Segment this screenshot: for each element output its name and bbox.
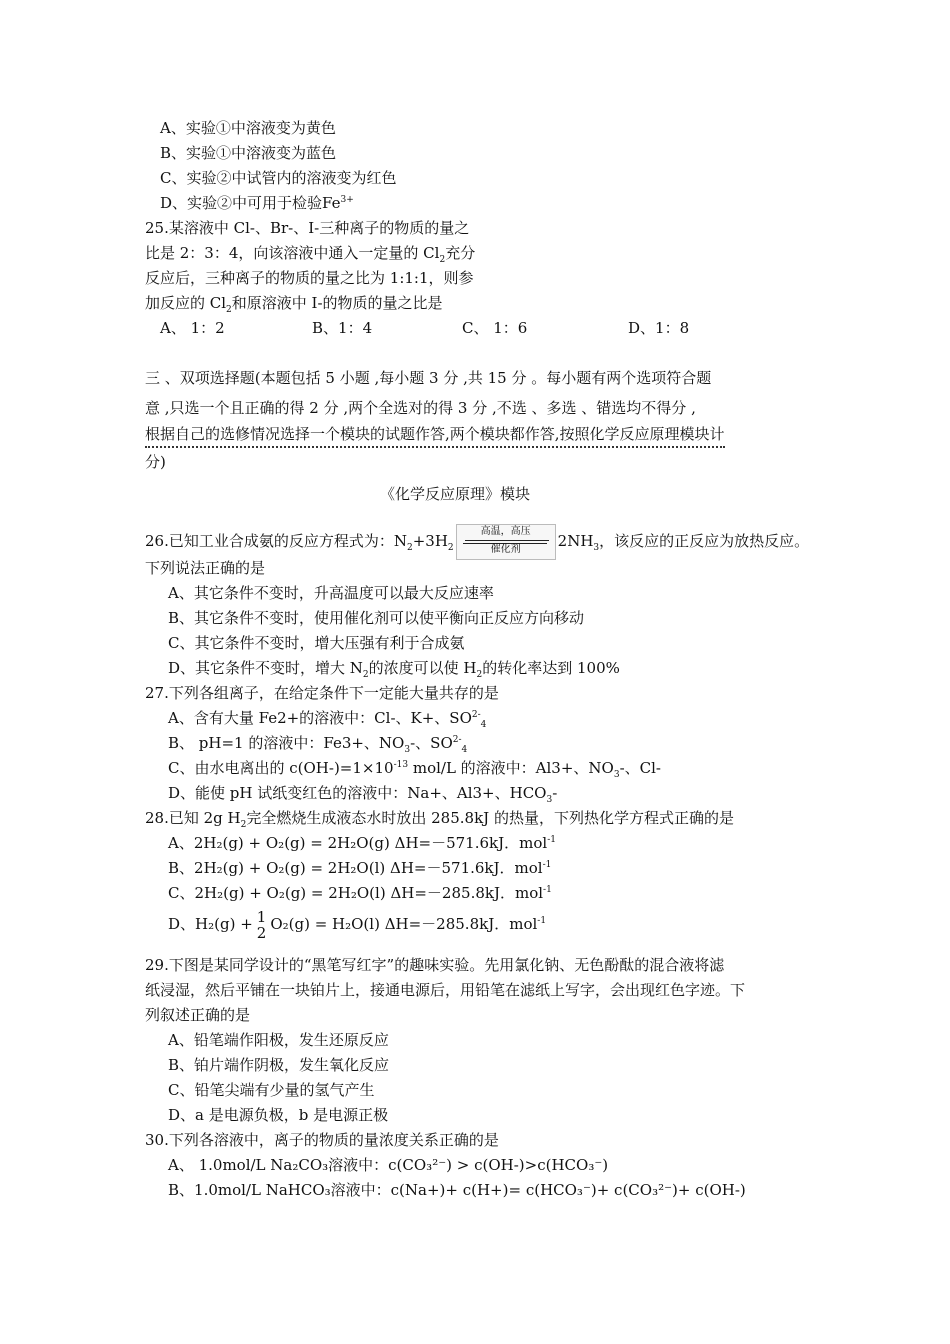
q25-option-a: A、 1：2 bbox=[160, 319, 225, 337]
q27-title: 27.下列各组离子，在给定条件下一定能大量共存的是 bbox=[145, 684, 499, 702]
q26-option-b: B、其它条件不变时，使用催化剂可以使平衡向正反应方向移动 bbox=[168, 609, 585, 627]
q25-line-1: 25.某溶液中 Cl-、Br-、I-三种离子的物质的量之 bbox=[145, 219, 470, 237]
q29-line-3: 列叙述正确的是 bbox=[145, 1006, 251, 1024]
section3-line-2: 意 ,只选一个且正确的得 2 分 ,两个全选对的得 3 分 ,不选 、多选 、错选均不得分 , bbox=[145, 399, 696, 417]
q29-line-1: 29.下图是某同学设计的“黑笔写红字”的趣味实验。先用氯化钠、无色酚酞的混合液将滤 bbox=[145, 956, 725, 974]
q26-line-1: 26.已知工业合成氨的反应方程式为：$N_2+3H_2$ 高温，高压 催化剂 $2NH_3$，该反应的正反应为放热反应。 bbox=[145, 522, 809, 560]
q25-option-b: B、1：4 bbox=[312, 319, 373, 337]
q25-line-3: 反应后，三种离子的物质的量之比为 1:1:1，则参 bbox=[145, 269, 474, 287]
q29-option-a: A、铅笔端作阳极，发生还原反应 bbox=[168, 1031, 389, 1049]
q24-option-a: A、实验①中溶液变为黄色 bbox=[160, 119, 336, 137]
module-title: 《化学反应原理》模块 bbox=[380, 485, 531, 503]
fraction-denominator: 2 bbox=[256, 924, 267, 942]
q24-option-b: B、实验①中溶液变为蓝色 bbox=[160, 144, 337, 162]
q24-option-d bbox=[160, 193, 354, 213]
q28-option-b: B、2H₂(g) + O₂(g) = 2H₂O(l) ΔH=－571.6kJ．mol$^{-1}$ bbox=[168, 859, 552, 877]
q28-option-d: D、H₂(g) + 1 2 O₂(g) = H₂O(l) ΔH=－285.8kJ．mol$^{-1}$ bbox=[168, 908, 547, 942]
condition-top: 高温，高压 bbox=[480, 526, 531, 537]
forward-arrow bbox=[465, 540, 549, 541]
q27-option-a: A、含有大量 Fe2+的溶液中：Cl-、K+、$SO^{2-}_4$ bbox=[168, 709, 487, 730]
q25-line-4: 加反应的 $Cl_2$和原溶液中 I-的物质的量之比是 bbox=[145, 294, 443, 315]
section3-line-4: 分) bbox=[145, 453, 166, 471]
section3-line-3: 根据自己的选修情况选择一个模块的试题作答,两个模块都作答,按照化学反应原理模块计 bbox=[145, 424, 725, 448]
q27-option-d: D、能使 pH 试纸变红色的溶液中：Na+、Al3+、$HCO_3-$ bbox=[168, 784, 558, 805]
q25-option-d: D、1：8 bbox=[628, 319, 690, 337]
q24-option-d-text: D、实验②中可用于检验Fe bbox=[160, 194, 341, 212]
q28-title: 28.已知 2g $H_2$完全燃烧生成液态水时放出 285.8kJ 的热量，下列热化学方程式正确的是 bbox=[145, 809, 734, 830]
fraction-numerator: 1 bbox=[256, 908, 267, 926]
reaction-condition-arrow bbox=[456, 524, 556, 560]
q30-option-b: B、1.0mol/L NaHCO₃溶液中：c(Na+)+ c(H+)= c(HCO₃⁻)+ c(CO₃²⁻)+ c(OH-) bbox=[168, 1181, 746, 1199]
q26-option-d: D、其它条件不变时，增大 $N_2$的浓度可以使 $H_2$的转化率达到 100% bbox=[168, 659, 620, 680]
q26-line-2: 下列说法正确的是 bbox=[145, 559, 266, 577]
q29-option-b: B、铂片端作阴极，发生氧化反应 bbox=[168, 1056, 390, 1074]
q26-option-a: A、其它条件不变时，升高温度可以最大反应速率 bbox=[168, 584, 494, 602]
q25-line-2: 比是 2：3：4，向该溶液中通入一定量的 $Cl_2$充分 bbox=[145, 244, 476, 265]
q26-option-c: C、其它条件不变时，增大压强有利于合成氨 bbox=[168, 634, 465, 652]
q29-option-c: C、铅笔尖端有少量的氢气产生 bbox=[168, 1081, 375, 1099]
q30-option-a: A、 1.0mol/L Na₂CO₃溶液中：c(CO₃²⁻) > c(OH-)>c(HCO₃⁻) bbox=[168, 1156, 609, 1174]
section3-line-1: 三 、双项选择题(本题包括 5 小题 ,每小题 3 分 ,共 15 分 。每小题有两个选项符合题 bbox=[145, 369, 712, 387]
q29-line-2: 纸浸湿，然后平铺在一块铂片上，接通电源后，用铅笔在滤纸上写字，会出现红色字迹。下 bbox=[145, 981, 746, 999]
q28-option-c: C、2H₂(g) + O₂(g) = 2H₂O(l) ΔH=－285.8kJ．mol$^{-1}$ bbox=[168, 884, 552, 902]
q30-title: 30.下列各溶液中，离子的物质的量浓度关系正确的是 bbox=[145, 1131, 499, 1149]
q27-option-b: B、 pH=1 的溶液中：Fe3+、$NO_3-$、$SO^{2-}_4$ bbox=[168, 734, 468, 755]
q28-option-a: A、2H₂(g) + O₂(g) = 2H₂O(g) ΔH=－571.6kJ．mol$^{-1}$ bbox=[168, 834, 556, 852]
q24-option-d-sup: 3+ bbox=[340, 195, 354, 205]
fraction-one-half bbox=[257, 909, 267, 941]
q24-option-c: C、实验②中试管内的溶液变为红色 bbox=[160, 169, 397, 187]
q27-option-c: C、由水电离出的 $c(OH-)=1\times 10^{-13}$ mol/L 的溶液中：Al3+、$NO_3-$、Cl- bbox=[168, 759, 662, 780]
q29-option-d: D、a 是电源负极，b 是电源正极 bbox=[168, 1106, 389, 1124]
q25-option-c: C、 1：6 bbox=[462, 319, 528, 337]
condition-bottom: 催化剂 bbox=[490, 544, 521, 555]
